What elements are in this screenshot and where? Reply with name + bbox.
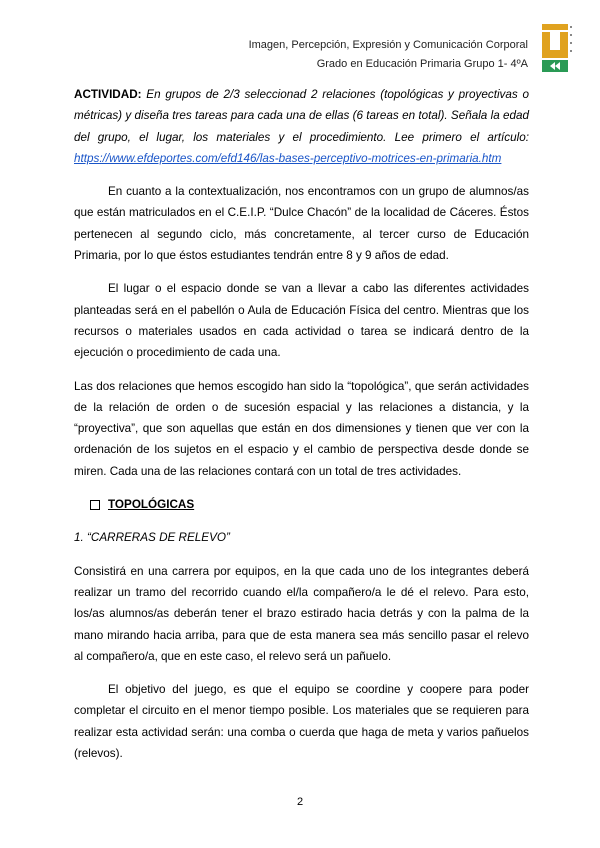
- activity-text: En grupos de 2/3 seleccionad 2 relaciones (topológicas y proyectivas o métricas) y diseña tres tareas para cada una de ellas (6 tareas en total). Señala la edad del grupo, el lugar, los materiales y el procedimiento. Lee primero el artículo:: [74, 88, 529, 144]
- section-heading: [74, 494, 529, 515]
- header-group: Grado en Educación Primaria Grupo 1- 4ºA: [316, 58, 528, 70]
- objective-paragraph: El objetivo del juego, es que el equipo se coordine y coopere para poder completar el circuito en el menor tiempo posible. Los materiales que se requieren para realizar esta actividad serán: una comba o cuerda que haga de meta y varios pañuelos (relevos).: [74, 683, 529, 761]
- page-header: [249, 36, 528, 74]
- context-paragraph: En cuanto a la contextualización, nos encontramos con un grupo de alumnos/as que están matriculados en el C.E.I.P. “Dulce Chacón” de la localidad de Cáceres. Éstos pertenecen al segundo ciclo, más concretamente, al tercer curso de Educación Primaria, por lo que éstos estudiantes tendrán entre 8 y 9 años de edad.: [74, 185, 529, 263]
- relay-paragraph: Consistirá en una carrera por equipos, en la que cada uno de los integrantes deberá realizar un tramo del recorrido cuando el/la compañero/a le dé el relevo. Para esto, los/as alumnos/as deberán tener el brazo estirado hacia detrás y con la palma de la mano mirando hacia arriba, para que de esta manera sea más sencillo pasar el relevo al compañero/a, que en este caso, el relevo será un pañuelo.: [74, 564, 529, 663]
- relations-paragraph: Las dos relaciones que hemos escogido han sido la “topológica”, que serán actividades de la relación de orden o de sucesión espacial y las relaciones a distancia, y la “proyectiva”, que son aquellas que están en dos dimensiones y tienen que ver con la ordenación de los sujetos en el espacio y el cambio de perspectiva desde donde se miren. Cada una de las relaciones contará con un total de tres actividades.: [74, 379, 529, 478]
- document-body: [74, 84, 529, 764]
- activity-label: ACTIVIDAD:: [74, 88, 142, 101]
- header-course-title: Imagen, Percepción, Expresión y Comunicación Corporal: [248, 39, 528, 51]
- university-logo-icon: [540, 22, 574, 74]
- activity-statement: [74, 84, 529, 169]
- section-title: TOPOLÓGICAS: [108, 498, 195, 512]
- checkbox-icon: [90, 500, 100, 510]
- article-link[interactable]: https://www.efdeportes.com/efd146/las-bases-perceptivo-motrices-en-primaria.htm: [74, 151, 502, 165]
- page-number: 2: [296, 796, 304, 808]
- activity-subtitle: 1. “CARRERAS DE RELEVO”: [74, 531, 230, 545]
- place-paragraph: El lugar o el espacio donde se van a llevar a cabo las diferentes actividades planteadas será en el pabellón o Aula de Educación Física del centro. Mientras que los recursos o materiales usados en cada actividad o tarea se indicará dentro de la ejecución o procedimiento de cada una.: [74, 282, 529, 360]
